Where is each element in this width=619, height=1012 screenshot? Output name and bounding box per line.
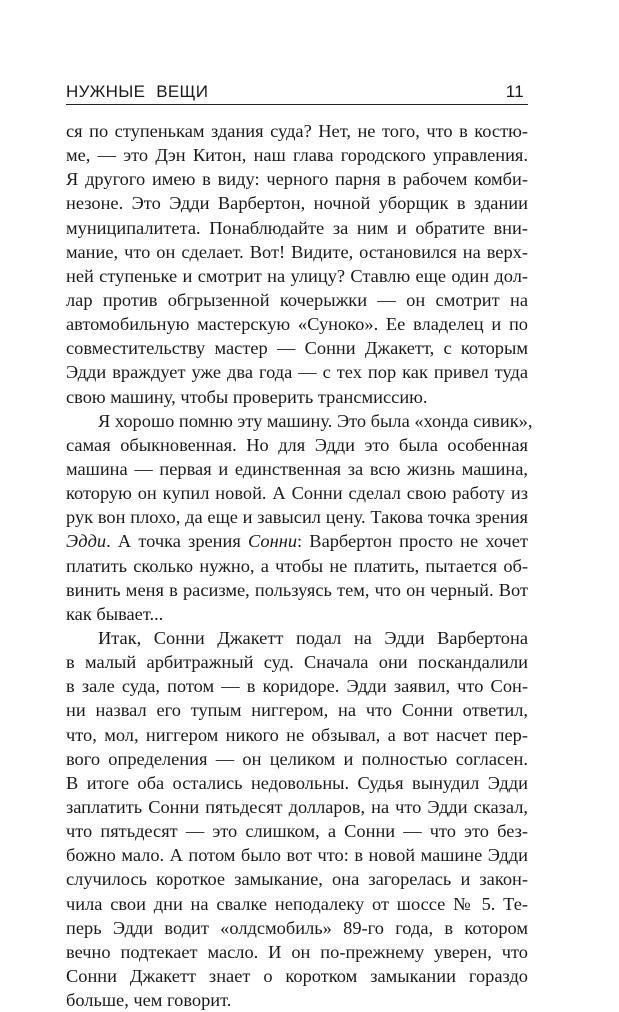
text-line: в малый арбитражный суд. Сначала они поскандалили (66, 652, 528, 673)
page-number: 11 (505, 82, 524, 101)
paragraph-1 (66, 119, 528, 409)
text-line: чила свои дни на свалке неподалеку от шоссе № 5. Те- (66, 893, 528, 914)
text-line: машина — первая и единственная за всю жизнь машина, (66, 458, 528, 479)
text-line: в зале суда, потом — в коридоре. Эдди заявил, что Сон- (66, 676, 528, 697)
text-line: которую он купил новой. А Сонни сделал свою работу из (66, 483, 528, 504)
text-line: Сонни Джакетт знает о коротком замыкании гораздо (66, 965, 528, 986)
text-line: ме, — это Дэн Китон, наш глава городского управления. (66, 145, 528, 166)
text-line: ни назвал его тупым ниггером, на что Сонни ответил, (66, 700, 528, 721)
text-line: божно мало. А потом было вот что: в новой машине Эдди (66, 845, 528, 866)
running-title: НУЖНЫЕ ВЕЩИ (66, 82, 209, 101)
text-line: ней ступеньке и смотрит на улицу? Ставлю еще один дол- (66, 265, 528, 286)
text-line: перь Эдди водит «олдсмобиль» 89-го года, в котором (66, 917, 528, 938)
text-line: Я другого имею в виду: черного парня в рабочем комби- (66, 169, 528, 190)
text-line: заплатить Сонни пятьдесят долларов, на что Эдди сказал, (66, 796, 528, 817)
text-line: как бывает... (66, 603, 164, 624)
text-line: Итак, Сонни Джакетт подал на Эдди Варбертона (98, 627, 528, 648)
text-line: самая обыкновенная. Но для Эдди это была особенная (66, 434, 528, 455)
text-line: рук вон плохо, да еще и завысил цену. Такова точка зрения (66, 507, 528, 528)
text-line: вечно подтекает масло. И он по-прежнему уверен, что (66, 941, 528, 962)
text-line: мание, что он сделает. Вот! Видите, остановился на верх- (66, 241, 528, 262)
text-line: свою машину, чтобы проверить трансмиссию. (66, 386, 428, 407)
text-line: Я хорошо помню эту машину. Это была «хонда сивик», (98, 410, 533, 431)
text-line: что пятьдесят — это слишком, а Сонни — что это без- (66, 821, 528, 842)
text-line: что, мол, ниггером никого не обзывал, а вот насчет пер- (66, 724, 528, 745)
text-line: платить сколько нужно, а чтобы не платить, пытается об- (66, 555, 528, 576)
text-line: лар против обгрызенной кочерыжки — он смотрит на (66, 289, 528, 310)
text-line: винить меня в расизме, пользуясь тем, что он черный. Вот (66, 579, 528, 600)
italic-name: Эдди (66, 531, 107, 552)
text-line: муниципалитета. Понаблюдайте за ним и обратите вни- (66, 217, 528, 238)
text-line: вого определения — он целиком и полностью согласен. (66, 748, 528, 769)
paragraph-3 (66, 626, 528, 1012)
body-text (66, 119, 533, 1012)
text-line: автомобильную мастерскую «Суноко». Ее владелец и по (66, 314, 528, 335)
header-rule (66, 104, 528, 105)
text-line: больше, чем говорит. (66, 990, 232, 1011)
text-line: Эдди враждует уже два года — с тех пор как привел туда (66, 362, 528, 383)
paragraph-2 (66, 409, 533, 626)
text-line: совместительству мастер — Сонни Джакетт, с которым (66, 338, 528, 359)
running-header (66, 82, 528, 104)
italic-name: Сонни (248, 531, 298, 552)
text-line: незоне. Это Эдди Варбертон, ночной уборщик в здании (66, 193, 528, 214)
text-line: ся по ступенькам здания суда? Нет, не того, что в костю- (66, 121, 528, 141)
text-line-with-italics: Эдди. А точка зрения Сонни: Варбертон просто не хочет (66, 531, 528, 552)
text-line: случилось короткое замыкание, она загорелась и закон- (66, 869, 528, 890)
text-line: В итоге оба остались недовольны. Судья вынудил Эдди (66, 772, 528, 793)
